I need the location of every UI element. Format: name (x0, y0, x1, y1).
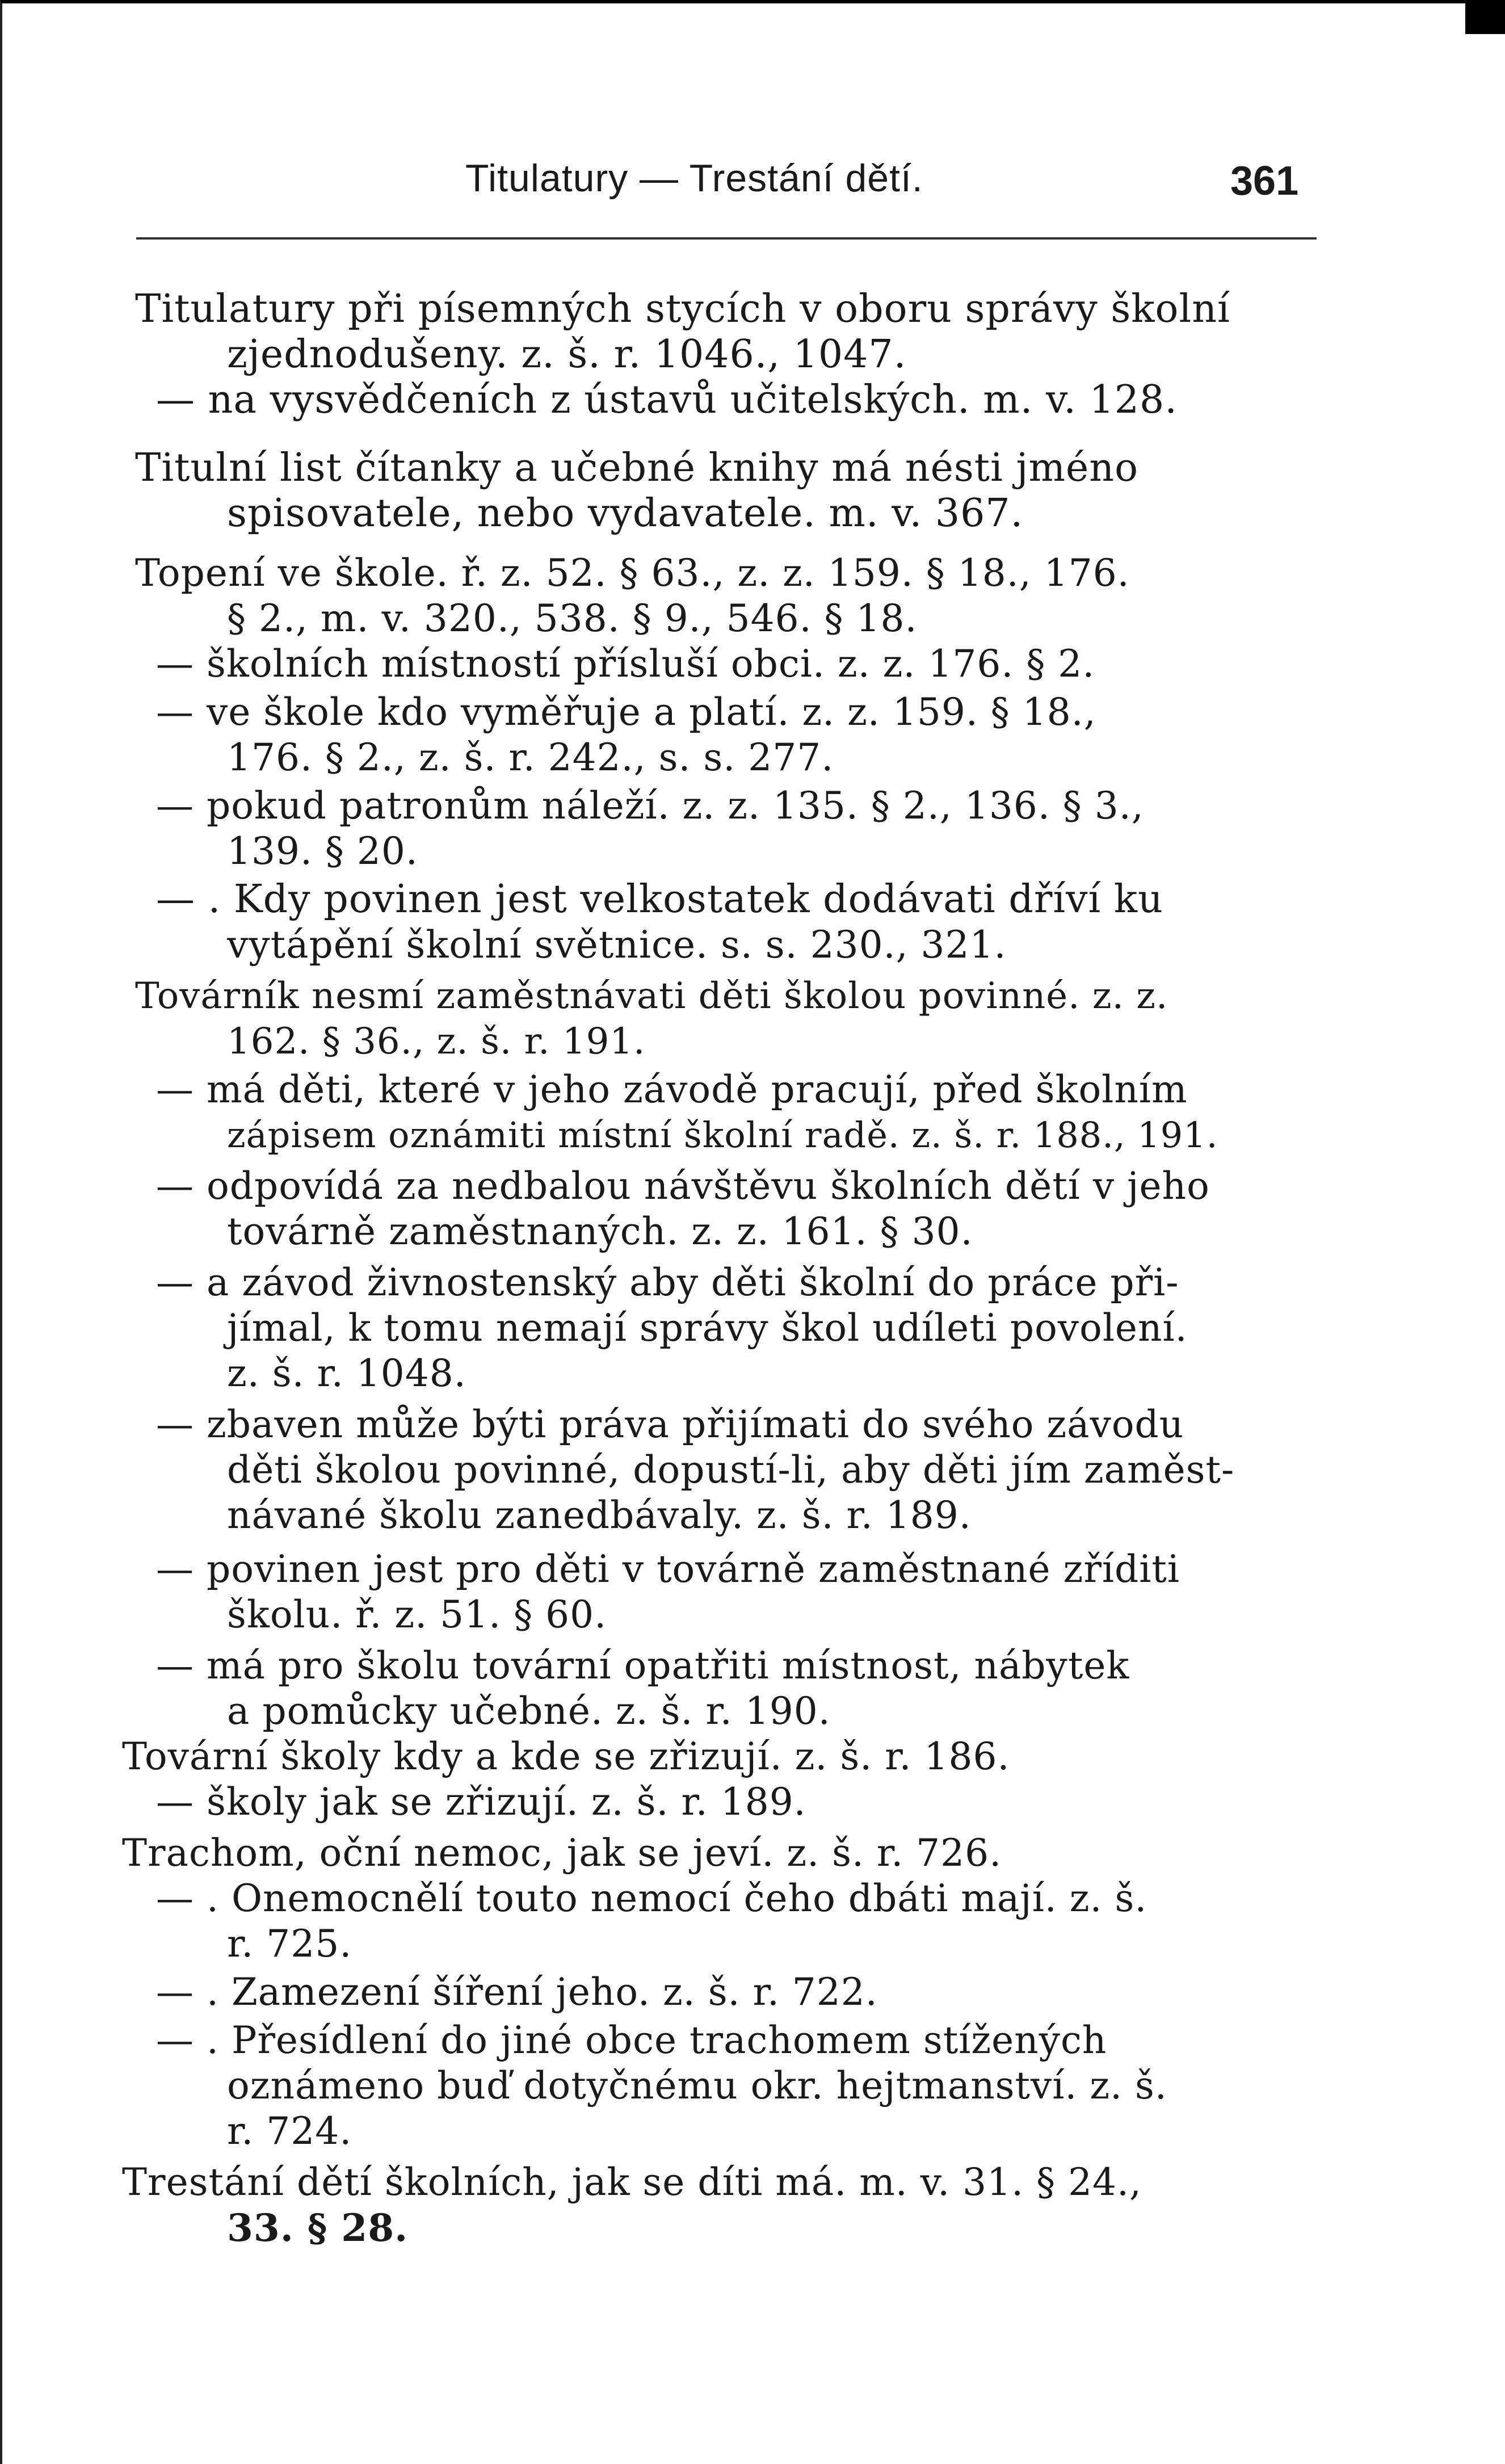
index-line: — pokud patronům náleží. z. z. 135. § 2., 136. § 3., (156, 784, 1144, 828)
index-line: 33. § 28. (227, 2206, 409, 2250)
index-line: Trachom, oční nemoc, jak se jeví. z. š. r. 726. (122, 1831, 1002, 1875)
index-line: — . Onemocnělí touto nemocí čeho dbáti mají. z. š. (156, 1877, 1147, 1920)
index-line: — má děti, které v jeho závodě pracují, před školním (156, 1068, 1188, 1111)
header-rule (136, 237, 1317, 240)
index-line: — . Zamezení šíření jeho. z. š. r. 722. (156, 1970, 878, 2014)
index-line: vytápění školní světnice. s. s. 230., 321. (227, 923, 1007, 967)
index-line: Titulní list čítanky a učebné knihy má nésti jméno (135, 446, 1139, 490)
index-line: Továrník nesmí zaměstnávati děti školou povinné. z. z. (135, 975, 1168, 1017)
index-line: § 2., m. v. 320., 538. § 9., 546. § 18. (227, 597, 918, 640)
index-line: — . Přesídlení do jiné obce trachomem stížených (156, 2018, 1107, 2062)
index-line: 176. § 2., z. š. r. 242., s. s. 277. (227, 736, 834, 779)
index-line: — má pro školu tovární opatřiti místnost, nábytek (156, 1644, 1130, 1688)
index-line: — školy jak se zřizují. z. š. r. 189. (156, 1780, 806, 1824)
index-line: — školních místností přísluší obci. z. z. 176. § 2. (156, 642, 1095, 686)
index-line: 139. § 20. (227, 829, 418, 873)
index-line: Tovární školy kdy a kde se zřizují. z. š. r. 186. (122, 1735, 1010, 1778)
index-line: — a závod živnostenský aby děti školní do práce při- (156, 1261, 1179, 1304)
index-line: návané školu zanedbávaly. z. š. r. 189. (227, 1493, 972, 1537)
index-line: oznámeno buď dotyčnému okr. hejtmanství. z. š. (227, 2064, 1167, 2108)
index-line: Titulatury při písemných stycích v oboru správy školní (135, 287, 1230, 331)
index-line: — povinen jest pro děti v továrně zaměstnané zříditi (156, 1547, 1180, 1591)
index-line: a pomůcky učebné. z. š. r. 190. (227, 1689, 831, 1733)
index-line: Trestání dětí školních, jak se díti má. m. v. 31. § 24., (122, 2160, 1142, 2204)
index-line: r. 724. (227, 2109, 352, 2153)
index-line: — zbaven může býti práva přijímati do svého závodu (156, 1403, 1184, 1446)
index-line: — odpovídá za nedbalou návštěvu školních dětí v jeho (156, 1164, 1210, 1208)
index-line: spisovatele, nebo vydavatele. m. v. 367. (227, 491, 1024, 536)
page-number: 361 (1230, 158, 1299, 204)
index-line: 162. § 36., z. š. r. 191. (227, 1021, 646, 1063)
running-title: Titulatury — Trestání dětí. (465, 157, 923, 200)
index-line: továrně zaměstnaných. z. z. 161. § 30. (227, 1210, 973, 1253)
index-line: zjednodušeny. z. š. r. 1046., 1047. (227, 332, 907, 377)
scan-corner-mark (1465, 0, 1505, 34)
index-line: — ve škole kdo vyměřuje a platí. z. z. 159. § 18., (156, 690, 1096, 734)
index-line: jímal, k tomu nemají správy škol udíleti povolení. (227, 1306, 1188, 1350)
index-line: zápisem oznámiti místní školní radě. z. š. r. 188., 191. (227, 1114, 1218, 1156)
index-line: — . Kdy povinen jest velkostatek dodávati dříví ku (156, 877, 1163, 922)
index-line: z. š. r. 1048. (227, 1351, 466, 1395)
index-line: — na vysvědčeních z ústavů učitelských. m. v. 128. (156, 377, 1178, 422)
index-line: Topení ve škole. ř. z. 52. § 63., z. z. 159. § 18., 176. (135, 551, 1130, 595)
index-line: r. 725. (227, 1922, 352, 1966)
index-line: školu. ř. z. 51. § 60. (227, 1593, 607, 1636)
index-line: děti školou povinné, dopustí-li, aby děti jím zaměst- (227, 1448, 1235, 1492)
